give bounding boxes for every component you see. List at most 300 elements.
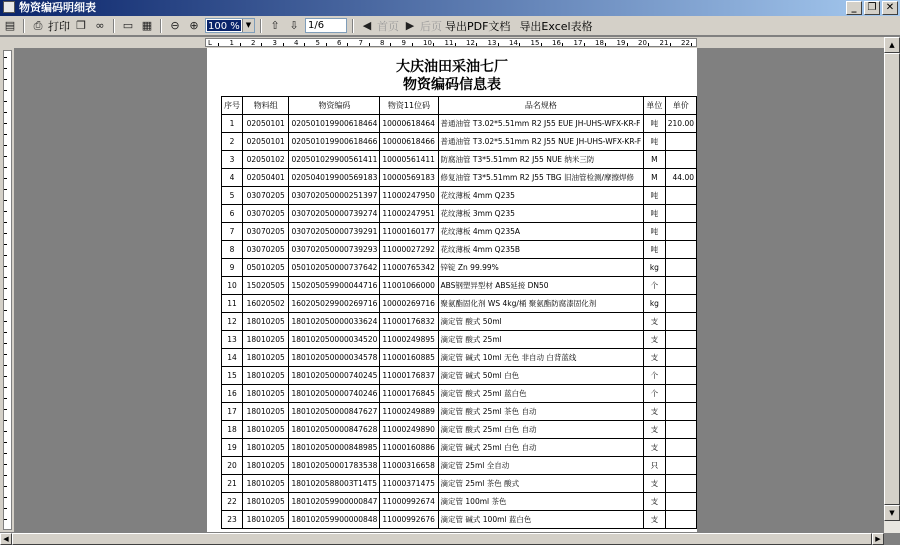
table-cell: 18010205	[243, 439, 289, 457]
table-cell: 11000992674	[380, 493, 438, 511]
table-cell: 180102050000847628	[289, 421, 380, 439]
report-title: 大庆油田采油七厂	[396, 59, 508, 75]
export-excel-button[interactable]: 导出Excel表格	[519, 19, 593, 33]
table-cell	[665, 133, 696, 151]
table-cell: 22	[222, 493, 243, 511]
table-cell: 滴定管 酸式 25ml 茶色 自动	[438, 403, 644, 421]
table-cell: 180102050001783538	[289, 457, 380, 475]
table-row	[222, 493, 697, 511]
table-row	[222, 439, 697, 457]
table-row	[222, 151, 697, 169]
table-cell: 滴定管 酸式 25ml 白色 自动	[438, 421, 644, 439]
table-cell	[665, 259, 696, 277]
table-cell	[665, 475, 696, 493]
table-cell: 18010205	[243, 331, 289, 349]
table-cell: 滴定管 酸式 50ml	[438, 313, 644, 331]
table-cell: 030702050000739291	[289, 223, 380, 241]
table-cell: 02050102	[243, 151, 289, 169]
ruler-mark	[4, 145, 7, 146]
hscroll-thumb[interactable]	[12, 533, 872, 545]
ruler-mark	[4, 123, 7, 124]
table-cell	[665, 511, 696, 529]
table-header	[222, 97, 697, 115]
separator	[113, 19, 115, 33]
ruler-tick-label: 16	[552, 39, 561, 47]
table-cell	[665, 439, 696, 457]
table-row	[222, 385, 697, 403]
table-cell: 020501019900618464	[289, 115, 380, 133]
ruler-mark	[4, 409, 7, 410]
scroll-right-button[interactable]: ▶	[872, 533, 884, 545]
printer-icon: ⎙	[33, 18, 43, 32]
ruler-tick-label: 15	[530, 39, 540, 47]
table-cell: 滴定管 100ml 茶色	[438, 493, 644, 511]
ruler-mark	[4, 310, 7, 311]
table-cell: 支	[644, 313, 665, 331]
scroll-left-button[interactable]: ◀	[0, 533, 12, 545]
title-bar	[0, 0, 900, 16]
ruler-mark	[541, 43, 542, 46]
table-cell	[665, 241, 696, 259]
table-cell: 18	[222, 421, 243, 439]
app-icon	[3, 1, 15, 13]
table-row	[222, 457, 697, 475]
multi-page-icon[interactable]: ▦	[141, 19, 153, 32]
table-cell: 11	[222, 295, 243, 313]
table-cell: 滴定管 25ml 全自动	[438, 457, 644, 475]
ruler-mark	[4, 57, 7, 58]
table-cell: 020501019900618466	[289, 133, 380, 151]
table-cell: 15	[222, 367, 243, 385]
ruler-mark	[4, 453, 7, 454]
zoom-out-icon[interactable]: ⊖	[170, 19, 180, 32]
ruler-tick-label: 12	[466, 39, 475, 47]
table-row	[222, 367, 697, 385]
table-cell: 支	[644, 475, 665, 493]
ruler-mark	[240, 43, 241, 46]
horizontal-scrollbar[interactable]	[0, 533, 884, 545]
table-cell: 滴定管 酸式 25ml 蓝白色	[438, 385, 644, 403]
ruler-mark	[519, 43, 520, 46]
table-cell: 18010205	[243, 367, 289, 385]
separator	[352, 19, 354, 33]
separator	[260, 19, 262, 33]
maximize-button[interactable]: ❐	[864, 1, 880, 15]
table-row	[222, 295, 697, 313]
prev-page-button[interactable]	[359, 18, 399, 34]
ruler-mark	[390, 43, 391, 46]
ruler-mark	[304, 43, 305, 46]
table-cell: 11000992676	[380, 511, 438, 529]
table-cell: 180102059900000847	[289, 493, 380, 511]
table-cell: 210.00	[665, 115, 696, 133]
material-table	[221, 96, 697, 529]
page-up-icon[interactable]: ⇧	[270, 19, 280, 32]
table-cell: 150205059900044716	[289, 277, 380, 295]
ruler-mark	[584, 43, 585, 46]
ruler-mark	[4, 68, 7, 69]
table-cell: 160205029900269716	[289, 295, 380, 313]
table-cell: 030702050000739293	[289, 241, 380, 259]
table-cell: 聚氨酯固化剂 WS 4kg/桶 聚氨酯防腐漆固化剂	[438, 295, 644, 313]
table-cell: 11000371475	[380, 475, 438, 493]
next-label: 后页	[420, 19, 442, 33]
ruler-mark	[4, 508, 7, 509]
table-cell: 10	[222, 277, 243, 295]
table-cell: 9	[222, 259, 243, 277]
table-cell: 12	[222, 313, 243, 331]
table-cell	[665, 295, 696, 313]
toolbar	[0, 16, 900, 36]
table-cell: 滴定管 碱式 50ml 白色	[438, 367, 644, 385]
table-cell: 050102050000737642	[289, 259, 380, 277]
ruler-mark	[4, 266, 7, 267]
prev-label: 首页	[377, 19, 399, 33]
zoom-in-icon[interactable]: ⊕	[189, 19, 199, 32]
table-row	[222, 421, 697, 439]
table-cell: 支	[644, 421, 665, 439]
table-cell	[665, 493, 696, 511]
table-cell: 10000569183	[380, 169, 438, 187]
table-cell: 02050101	[243, 133, 289, 151]
ruler-mark	[4, 211, 7, 212]
ruler-mark	[498, 43, 499, 46]
table-cell	[665, 403, 696, 421]
table-cell: 23	[222, 511, 243, 529]
table-cell: 180102050000740246	[289, 385, 380, 403]
ruler-tick-label: 10	[423, 39, 432, 47]
table-cell: 修复油管 T3*5.51mm R2 J55 TBG 旧油管检测/摩擦焊修	[438, 169, 644, 187]
ruler-mark	[4, 365, 7, 366]
ruler-mark	[4, 442, 7, 443]
table-cell: 花纹薄板 4mm Q235A	[438, 223, 644, 241]
table-cell: 18010205	[243, 511, 289, 529]
ruler-tick-label: 4	[294, 39, 299, 47]
export-pdf-button[interactable]: 导出PDF文档	[445, 19, 511, 33]
table-cell: 180102050000034578	[289, 349, 380, 367]
table-cell: 滴定管 碱式 10ml 无色 非自动 白背蓝线	[438, 349, 644, 367]
table-cell: 滴定管 25ml 茶色 酸式	[438, 475, 644, 493]
table-cell: 02050101	[243, 115, 289, 133]
ruler-tick-label: 18	[595, 39, 604, 47]
table-cell	[665, 385, 696, 403]
table-cell: ABS钢塑异型材 ABS延接 DN50	[438, 277, 644, 295]
table-cell: 02050401	[243, 169, 289, 187]
table-cell: 6	[222, 205, 243, 223]
ruler-mark	[4, 244, 7, 245]
column-header: 序号	[222, 97, 243, 115]
table-cell: 8	[222, 241, 243, 259]
report-subtitle: 物资编码信息表	[403, 77, 501, 93]
table-cell: 18010205	[243, 493, 289, 511]
table-cell: 只	[644, 457, 665, 475]
table-cell: 滴定管 酸式 25ml	[438, 331, 644, 349]
table-cell: 支	[644, 439, 665, 457]
table-cell: 15020505	[243, 277, 289, 295]
ruler-tick-label: 19	[616, 39, 626, 47]
column-header: 物料组	[243, 97, 289, 115]
ruler-tick-label: 5	[315, 39, 320, 47]
ruler-mark	[691, 43, 692, 46]
horizontal-ruler-bar	[0, 37, 900, 48]
table-cell: 16020502	[243, 295, 289, 313]
table-row	[222, 403, 697, 421]
table-cell: 10000618466	[380, 133, 438, 151]
table-cell: 03070205	[243, 223, 289, 241]
ruler-tick-label: 14	[509, 39, 518, 47]
table-row	[222, 511, 697, 529]
table-cell: 03070205	[243, 241, 289, 259]
table-cell: 吨	[644, 205, 665, 223]
page-number-input[interactable]: 1/6	[305, 18, 347, 33]
table-cell: 18010205	[243, 421, 289, 439]
table-cell: 180102050000033624	[289, 313, 380, 331]
ruler-mark	[476, 43, 477, 46]
ruler-tick-label: 13	[487, 39, 497, 47]
table-cell	[665, 331, 696, 349]
table-cell: 21	[222, 475, 243, 493]
ruler-mark	[4, 431, 7, 432]
table-cell: 11000249890	[380, 421, 438, 439]
table-row	[222, 241, 697, 259]
table-cell: 180102050000740245	[289, 367, 380, 385]
ruler-tick-label: 9	[401, 39, 406, 47]
ruler-mark	[347, 43, 348, 46]
table-cell: 11000160886	[380, 439, 438, 457]
table-row	[222, 475, 697, 493]
table-cell: 1801020588003T14T5	[289, 475, 380, 493]
ruler-mark	[4, 376, 7, 377]
ruler-mark	[4, 343, 7, 344]
table-cell	[665, 277, 696, 295]
table-cell	[665, 187, 696, 205]
table-cell: 11000176845	[380, 385, 438, 403]
vertical-scrollbar[interactable]	[884, 37, 900, 533]
ruler-mark	[605, 43, 606, 46]
single-page-icon[interactable]: ▭	[122, 19, 134, 32]
table-row	[222, 277, 697, 295]
ruler-tick-label: 11	[444, 39, 454, 47]
column-header: 物资11位码	[380, 97, 438, 115]
table-cell: 10000618464	[380, 115, 438, 133]
scroll-thumb[interactable]	[884, 53, 900, 505]
horizontal-ruler	[205, 38, 697, 47]
table-cell: 个	[644, 385, 665, 403]
table-cell: 花纹薄板 3mm Q235	[438, 205, 644, 223]
copy-icon[interactable]: ❐	[76, 19, 86, 32]
table-cell	[665, 349, 696, 367]
table-cell: 18010205	[243, 475, 289, 493]
table-cell: 锌锭 Zn 99.99%	[438, 259, 644, 277]
ruler-mark	[4, 167, 7, 168]
print-label: 打印	[48, 19, 70, 33]
ruler-tick-label: 8	[380, 39, 385, 47]
table-cell: 支	[644, 511, 665, 529]
ruler-mark	[4, 222, 7, 223]
table-cell: 4	[222, 169, 243, 187]
ruler-mark	[4, 299, 7, 300]
table-cell: 吨	[644, 133, 665, 151]
ruler-tick-label: 2	[251, 39, 256, 47]
table-cell: 支	[644, 493, 665, 511]
scroll-up-button[interactable]: ▲	[884, 37, 900, 53]
ruler-tick-label: 20	[638, 39, 647, 47]
table-row	[222, 313, 697, 331]
ruler-mark	[4, 112, 7, 113]
table-row	[222, 349, 697, 367]
ruler-corner	[0, 37, 14, 48]
table-cell: 18010205	[243, 403, 289, 421]
table-cell: kg	[644, 259, 665, 277]
table-cell: 10000269716	[380, 295, 438, 313]
next-page-button[interactable]	[402, 18, 442, 34]
table-cell: 3	[222, 151, 243, 169]
table-cell: 03070205	[243, 205, 289, 223]
table-cell: 滴定管 碱式 25ml 白色 自动	[438, 439, 644, 457]
ruler-mark	[4, 200, 7, 201]
ruler-mark	[433, 43, 434, 46]
ruler-mark	[4, 79, 7, 80]
table-cell: 11000160885	[380, 349, 438, 367]
ruler-tick-label: 6	[337, 39, 342, 47]
ruler-mark	[4, 332, 7, 333]
ruler-mark	[562, 43, 563, 46]
table-cell: 18010205	[243, 349, 289, 367]
ruler-mark	[412, 43, 413, 46]
table-cell: 吨	[644, 241, 665, 259]
page-setup-icon[interactable]: ▤	[4, 19, 16, 32]
table-cell: 支	[644, 331, 665, 349]
table-cell: 11000160177	[380, 223, 438, 241]
column-header: 物资编码	[289, 97, 380, 115]
table-cell: 支	[644, 403, 665, 421]
ruler-mark	[4, 101, 7, 102]
table-cell	[665, 421, 696, 439]
ruler-mark	[4, 519, 7, 520]
ruler-tick-label: 17	[573, 39, 583, 47]
table-cell: 180102050000847627	[289, 403, 380, 421]
table-cell: 个	[644, 367, 665, 385]
table-cell: M	[644, 169, 665, 187]
ruler-tick-label: 7	[358, 39, 363, 47]
table-cell: kg	[644, 295, 665, 313]
ruler-mark	[369, 43, 370, 46]
column-header: 单价	[665, 97, 696, 115]
table-cell: 11000247950	[380, 187, 438, 205]
separator	[160, 19, 162, 33]
table-cell: 花纹薄板 4mm Q235B	[438, 241, 644, 259]
scroll-down-button[interactable]: ▼	[884, 505, 900, 521]
ruler-mark	[4, 420, 7, 421]
table-row	[222, 205, 697, 223]
ruler-mark	[627, 43, 628, 46]
ruler-mark	[218, 43, 219, 46]
table-cell: 11000027292	[380, 241, 438, 259]
table-cell: M	[644, 151, 665, 169]
forward-arrow-icon: ▶	[405, 19, 415, 32]
table-cell: 2	[222, 133, 243, 151]
table-cell: 180102050000034520	[289, 331, 380, 349]
table-cell: 020504019900569183	[289, 169, 380, 187]
table-row	[222, 331, 697, 349]
table-cell: 防腐油管 T3*5.51mm R2 J55 NUE 纳米三防	[438, 151, 644, 169]
zoom-select[interactable]	[205, 18, 255, 33]
ruler-mark	[4, 288, 7, 289]
table-cell	[665, 457, 696, 475]
table-cell: 18010205	[243, 313, 289, 331]
report-page	[207, 48, 697, 532]
ruler-tick-label: 21	[659, 39, 669, 47]
page-down-icon[interactable]: ⇩	[289, 19, 299, 32]
ruler-mark	[261, 43, 262, 46]
table-cell: 11001066000	[380, 277, 438, 295]
minimize-button[interactable]: _	[846, 1, 862, 15]
table-cell: 支	[644, 349, 665, 367]
ruler-mark	[4, 497, 7, 498]
table-cell: 7	[222, 223, 243, 241]
table-cell: 44.00	[665, 169, 696, 187]
ruler-mark	[4, 90, 7, 91]
table-cell: 10000561411	[380, 151, 438, 169]
ruler-mark	[326, 43, 327, 46]
ruler-tick-label: 1	[229, 39, 234, 47]
table-cell	[665, 313, 696, 331]
ruler-mark	[4, 233, 7, 234]
ruler-mark	[4, 156, 7, 157]
table-cell: 18010205	[243, 457, 289, 475]
ruler-mark	[4, 387, 7, 388]
window-title: 物资编码明细表	[19, 1, 96, 14]
column-header: 品名规格	[438, 97, 644, 115]
chevron-down-icon: ▼	[242, 19, 254, 32]
table-cell: 20	[222, 457, 243, 475]
table-row	[222, 223, 697, 241]
ruler-mark	[4, 189, 7, 190]
table-cell: 13	[222, 331, 243, 349]
ruler-mark	[4, 178, 7, 179]
table-cell: 吨	[644, 187, 665, 205]
table-cell: 个	[644, 277, 665, 295]
table-cell	[665, 223, 696, 241]
table-cell: 普通油管 T3.02*5.51mm R2 J55 EUE JH-UHS-WFX-KR-F	[438, 115, 644, 133]
close-button[interactable]: ✕	[882, 1, 898, 15]
column-header: 单位	[644, 97, 665, 115]
table-cell: 滴定管 碱式 100ml 蓝白色	[438, 511, 644, 529]
ruler-mark	[4, 486, 7, 487]
ruler-mark	[4, 134, 7, 135]
table-row	[222, 115, 697, 133]
binoculars-icon[interactable]: ∞	[95, 19, 105, 32]
table-cell: 19	[222, 439, 243, 457]
vertical-ruler-bar	[0, 48, 14, 532]
table-cell	[665, 367, 696, 385]
ruler-tick-label: 22	[681, 39, 690, 47]
table-cell: 5	[222, 187, 243, 205]
table-cell: 吨	[644, 223, 665, 241]
table-row	[222, 259, 697, 277]
table-cell: 11000316658	[380, 457, 438, 475]
table-cell: 16	[222, 385, 243, 403]
table-cell: 03070205	[243, 187, 289, 205]
table-cell: 11000176837	[380, 367, 438, 385]
table-cell: 17	[222, 403, 243, 421]
table-cell: 020501029900561411	[289, 151, 380, 169]
ruler-tick-label: 3	[272, 39, 277, 47]
ruler-mark	[4, 321, 7, 322]
print-button[interactable]	[30, 18, 70, 34]
ruler-mark	[4, 398, 7, 399]
table-cell: 18010205	[243, 385, 289, 403]
